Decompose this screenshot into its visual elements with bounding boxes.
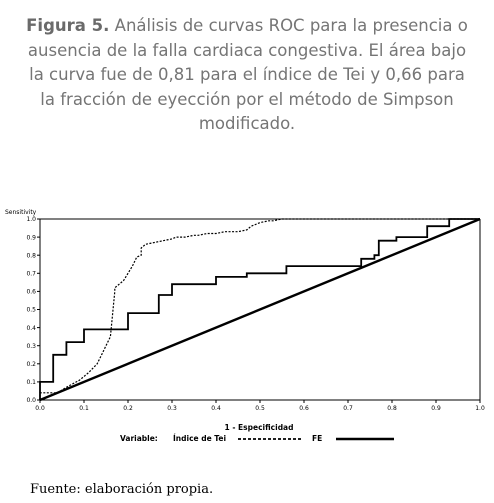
figure-caption-text: Análisis de curvas ROC para la presencia o ausencia de la falla cardiaca congestiva. El área bajo la curva fue de 0,81 para el índice de Tei y 0,66 para la fracción de eyección por el método de Simpson modificado. <box>27 16 468 133</box>
y-tick-label: 0.4 <box>26 324 36 332</box>
y-tick-label: 0.9 <box>26 234 36 242</box>
legend-title: Variable: <box>120 434 158 443</box>
y-tick-label: 0.1 <box>26 379 36 387</box>
x-tick-label: 0.8 <box>387 405 397 412</box>
legend-entry-fe: FE <box>312 434 323 443</box>
y-tick-label: 0.2 <box>26 361 36 368</box>
legend-entry-tei: Índice de Tei <box>173 434 227 443</box>
x-tick-label: 0.3 <box>167 405 177 412</box>
y-tick-label: 0.5 <box>26 306 36 314</box>
y-tick-label: 0.6 <box>26 288 36 296</box>
y-tick-label: 0.3 <box>26 342 36 350</box>
x-tick-label: 0.1 <box>79 405 89 412</box>
y-tick-label: 0.7 <box>26 270 36 278</box>
legend <box>120 434 394 443</box>
y-tick-label: 1.0 <box>26 216 36 224</box>
x-tick-label: 0.2 <box>123 405 133 412</box>
figure-caption <box>22 14 472 137</box>
roc-chart <box>0 200 494 450</box>
y-tick-label: 0.0 <box>26 397 36 405</box>
x-axis-label: 1 - Especificidad <box>224 423 294 432</box>
y-axis-label: Sensitivity <box>5 209 37 216</box>
figure-source: Fuente: elaboración propia. <box>30 482 214 497</box>
x-tick-label: 0.9 <box>431 405 441 412</box>
figure-label: Figura 5. <box>26 16 110 35</box>
series-group <box>40 219 480 400</box>
series-line-reference <box>40 219 480 400</box>
x-tick-label: 0.5 <box>255 405 265 412</box>
x-tick-group <box>35 400 485 412</box>
x-tick-label: 1.0 <box>475 405 485 412</box>
y-tick-group <box>26 216 40 404</box>
x-tick-label: 0.0 <box>35 405 45 412</box>
x-tick-label: 0.7 <box>343 405 353 412</box>
y-tick-label: 0.8 <box>26 252 36 260</box>
x-tick-label: 0.6 <box>299 405 309 412</box>
x-tick-label: 0.4 <box>211 405 221 412</box>
